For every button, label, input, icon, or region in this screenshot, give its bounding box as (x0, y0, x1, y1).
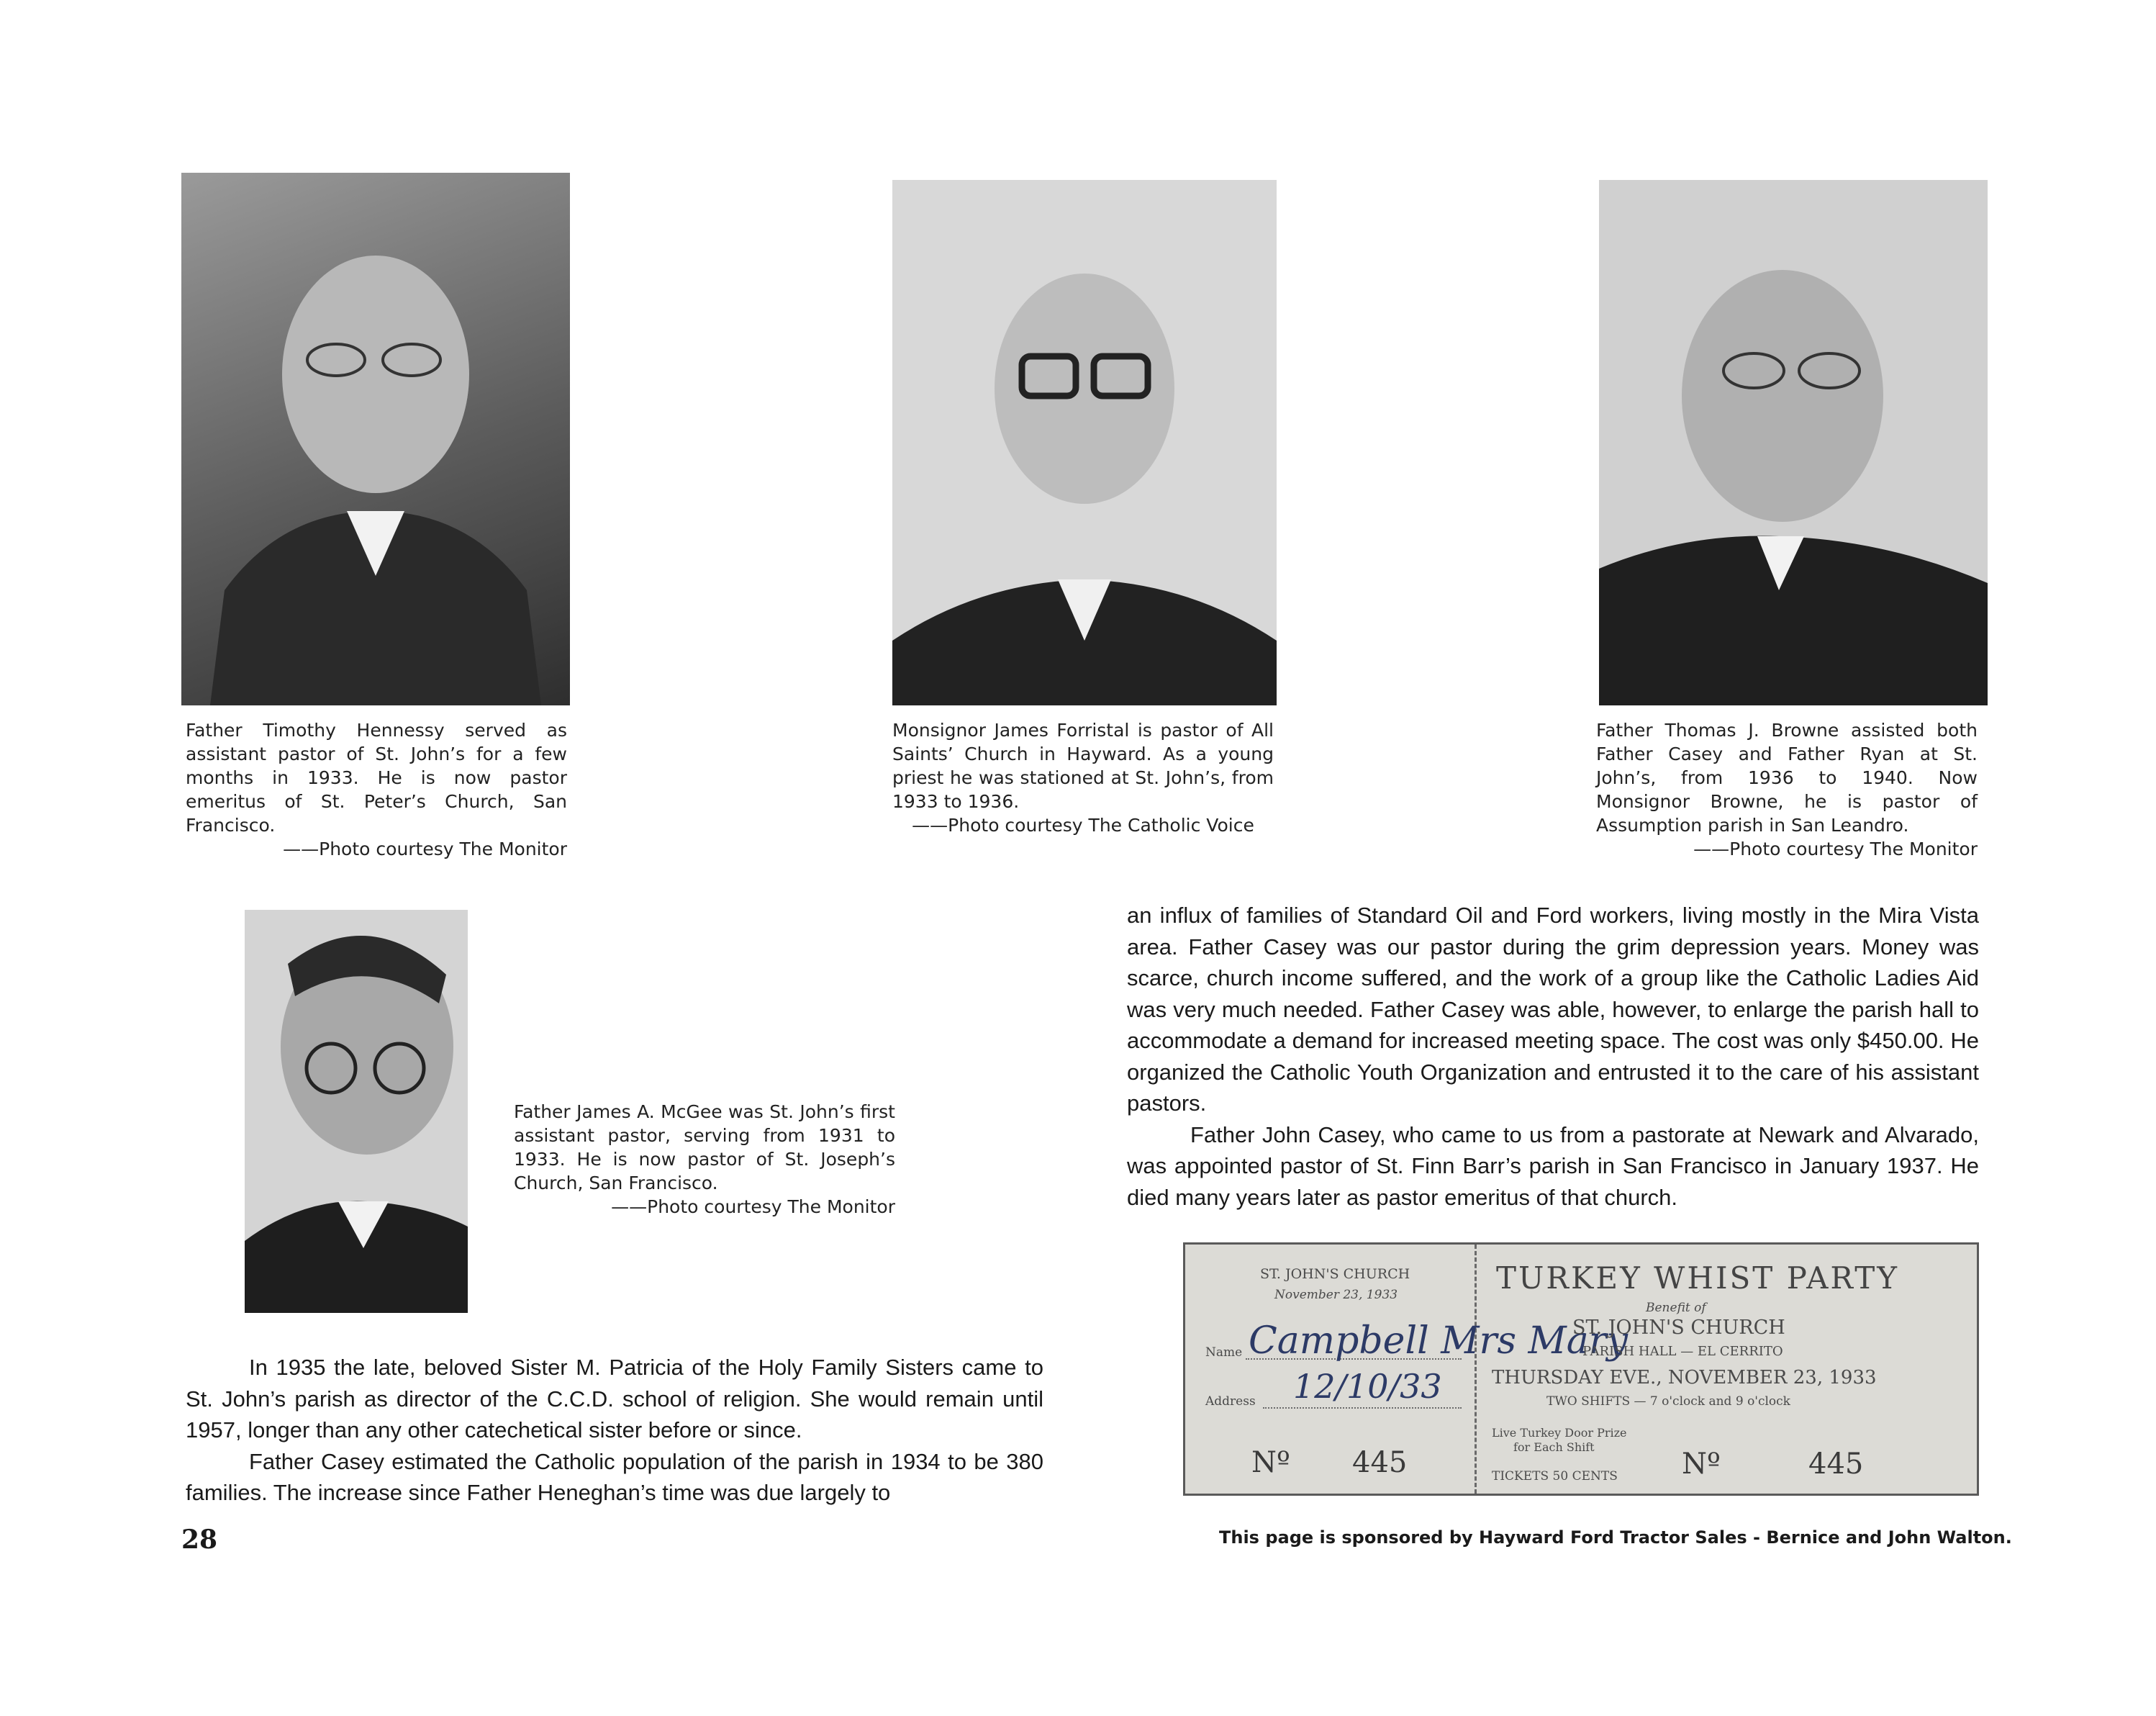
paragraph: Father Casey estimated the Catholic population of the parish in 1934 to be 380 families. The increase since Father Heneghan’s time was due largely to (186, 1448, 1043, 1505)
photo-credit: ——Photo courtesy The Monitor (1693, 839, 1978, 859)
ticket-hall: PARISH HALL — EL CERRITO (1582, 1344, 1783, 1359)
photo-forristal (892, 180, 1277, 705)
ticket-when: THURSDAY EVE., NOVEMBER 23, 1933 (1492, 1367, 1877, 1388)
caption-mcgee (514, 1100, 895, 1219)
caption-browne (1596, 718, 1978, 861)
body-left-column (186, 1352, 1043, 1509)
stub-number-prefix: Nº (1251, 1446, 1290, 1479)
stub-address-line (1263, 1407, 1462, 1409)
turkey-whist-ticket (1183, 1242, 1979, 1496)
photo-credit: ——Photo courtesy The Monitor (611, 1196, 895, 1217)
stub-date: November 23, 1933 (1274, 1288, 1398, 1302)
portrait-silhouette-icon (181, 173, 570, 705)
paragraph: Father John Casey, who came to us from a pastorate at Newark and Alvarado, was appointed pastor of St. Finn Barr’s parish in San Francisco in January 1937. He died many years later as pastor emeritus of that church. (1127, 1121, 1979, 1210)
photo-mcgee (245, 910, 468, 1313)
stub-church: ST. JOHN'S CHURCH (1260, 1266, 1410, 1282)
ticket-number: 445 (1808, 1448, 1864, 1481)
ticket-benefit: Benefit of (1646, 1301, 1706, 1315)
ticket-number-prefix: Nº (1682, 1448, 1721, 1481)
caption-text: Father James A. McGee was St. John’s first assistant pastor, serving from 1931 to 1933. He is now pastor of St. Joseph’s Church, San Francisco. (514, 1101, 895, 1193)
ticket-title: TURKEY WHIST PARTY (1496, 1260, 1900, 1296)
photo-browne (1599, 180, 1988, 705)
paragraph: an influx of families of Standard Oil and Ford workers, living mostly in the Mira Vista area. Father Casey was our pastor during the grim depression years. Money was scarce, church income suffered, and the work of a group like the Catholic Ladies Aid was very much needed. Father Casey was able, however, to enlarge the parish hall to accommodate a demand for increased meeting space. The cost was only $450.00. He organized the Catholic Youth Organization and entrusted it to the care of his assistant pastors. (1127, 903, 1979, 1116)
ticket-prize-1: Live Turkey Door Prize (1492, 1426, 1627, 1440)
body-right-column (1127, 900, 1979, 1213)
ticket-shifts: TWO SHIFTS — 7 o'clock and 9 o'clock (1546, 1394, 1790, 1409)
ticket-church: ST. JOHN'S CHURCH (1572, 1317, 1785, 1339)
stub-address-label: Address (1205, 1394, 1256, 1409)
stub-name-label: Name (1205, 1345, 1243, 1360)
photo-credit: ——Photo courtesy The Monitor (283, 839, 567, 859)
stub-number: 445 (1352, 1446, 1408, 1479)
ticket-prize-2: for Each Shift (1513, 1440, 1595, 1454)
portrait-silhouette-icon (245, 910, 468, 1313)
handwritten-name: Campbell Mrs Mary (1249, 1319, 1629, 1363)
caption-hennessy (186, 718, 567, 861)
paragraph: In 1935 the late, beloved Sister M. Patricia of the Holy Family Sisters came to St. John’s parish as director of the C.C.D. school of religion. She would remain until 1957, longer than any other catechetical sister before or since. (186, 1355, 1043, 1442)
portrait-silhouette-icon (1599, 180, 1988, 705)
photo-hennessy (181, 173, 570, 705)
photo-credit: ——Photo courtesy The Catholic Voice (912, 815, 1254, 836)
caption-forristal (892, 718, 1274, 837)
caption-text: Father Timothy Hennessy served as assistant pastor of St. John’s for a few months in 1933. He is now pastor emeritus of St. Peter’s Church, San Francisco. (186, 720, 567, 836)
handwritten-date: 12/10/33 (1293, 1367, 1442, 1406)
sponsor-line: This page is sponsored by Hayward Ford Tractor Sales - Bernice and John Walton. (1219, 1527, 2012, 1548)
caption-text: Father Thomas J. Browne assisted both Father Casey and Father Ryan at St. John’s, from 1936 to 1940. Now Monsignor Browne, he is pastor of Assumption parish in San Leandro. (1596, 720, 1978, 836)
portrait-silhouette-icon (892, 180, 1277, 705)
page-number: 28 (181, 1525, 218, 1555)
caption-text: Monsignor James Forristal is pastor of All Saints’ Church in Hayward. As a young priest he was stationed at St. John’s, from 1933 to 1936. (892, 720, 1274, 812)
ticket-price: TICKETS 50 CENTS (1492, 1469, 1618, 1484)
